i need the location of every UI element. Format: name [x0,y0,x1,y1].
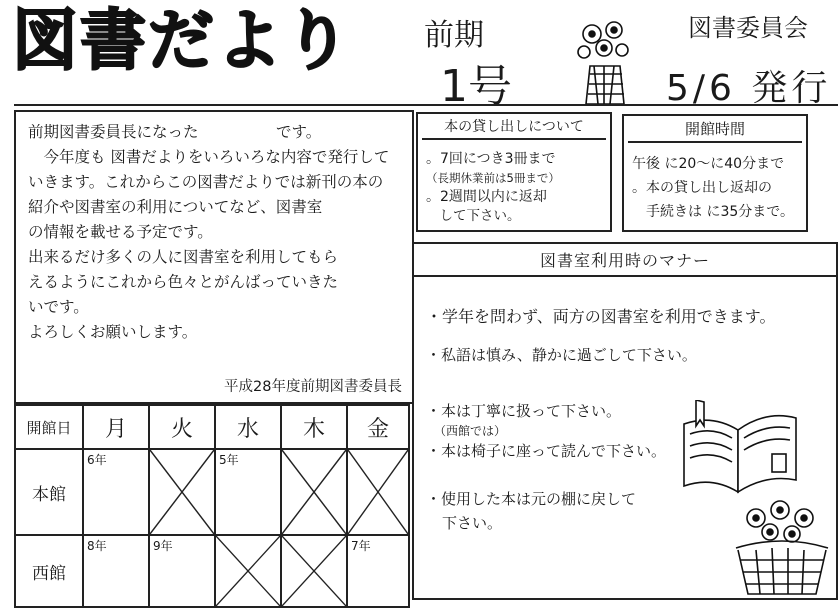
library-manners-box [412,242,838,600]
publisher: 図書委員会 [688,14,808,42]
chair-message [28,120,402,345]
schedule-cell [83,449,149,535]
closed-cross-mark [282,450,346,534]
grade-label: 7年 [351,539,371,553]
schedule-cell [347,449,409,535]
manner-item: ・私語は慎み、静かに過ごして下さい。 [426,346,697,364]
lending-rules-box [416,112,612,232]
opening-hours-box [622,114,808,232]
building-label: 本館 [15,449,83,535]
day-header: 水 [215,405,281,449]
grade-label: 9年 [153,539,173,553]
hours-line: 手続きは に35分まで。 [632,204,794,220]
newsletter-title: 図書だより [12,2,352,79]
table-row [15,449,409,535]
grade-label: 5年 [219,453,239,467]
open-book-illustration [676,400,804,496]
day-header: 金 [347,405,409,449]
schedule-cell [83,535,149,607]
closed-cross-mark [216,536,280,606]
day-header: 木 [281,405,347,449]
manner-note: （西館では） [434,424,507,438]
message-line: 出来るだけ多くの人に図書室を利用してもら [28,248,339,266]
grade-label: 6年 [87,453,107,467]
grade-label: 8年 [87,539,107,553]
manner-item: ・使用した本は元の棚に戻して [426,490,637,508]
schedule-cell [149,535,215,607]
lending-rule-line: 。7回につき3冊まで [426,151,556,167]
table-corner-label: 開館日 [15,405,83,449]
lending-rules-title: 本の貸し出しについて [422,116,606,140]
opening-hours-title: 開館時間 [628,118,802,143]
hours-line: 。本の貸し出し返却の [632,180,772,196]
flower-basket-illustration [730,494,834,598]
chair-message-box [14,110,414,404]
header-divider [14,104,838,106]
manner-item: ・本は丁寧に扱って下さい。 [426,402,622,420]
lending-rule-line: （長期休業前は5冊まで） [426,171,560,185]
issue-number: 1号 [440,61,512,112]
issue-term: 前期 [424,18,484,53]
schedule-cell [215,449,281,535]
manner-item: ・本は椅子に座って読んで下さい。 [426,442,667,460]
schedule-cell [281,449,347,535]
schedule-cell [149,449,215,535]
message-line: いです。 [28,298,89,316]
schedule-cell [215,535,281,607]
message-line: 紹介や図書室の利用についてなど、図書室 [28,198,323,216]
day-header: 火 [149,405,215,449]
manners-title: 図書室利用時のマナー [414,248,836,277]
message-line: 今年度も 図書だよりをいろいろな内容で発行して [28,148,390,166]
closed-cross-mark [282,536,346,606]
table-row [15,535,409,607]
message-line: えるようにこれから色々とがんばっていきた [28,273,339,291]
hours-line: 午後 に20～に40分まで [632,156,785,172]
lending-rule-line: して下さい。 [426,208,521,224]
opening-days-table [14,404,410,608]
manner-item-continued: 下さい。 [442,514,503,532]
building-label: 西館 [15,535,83,607]
message-line: いきます。これからこの図書だよりでは新刊の本の [28,173,384,191]
closed-cross-mark [150,450,214,534]
closed-cross-mark [348,450,408,534]
issue-date: 5/6 発行 [666,68,832,109]
day-header: 月 [83,405,149,449]
message-line: 前期図書委員長になった です。 [28,123,322,141]
manner-item: ・学年を問わず、両方の図書室を利用できます。 [426,307,776,326]
schedule-cell [347,535,409,607]
message-line: の情報を載せる予定です。 [28,223,213,241]
lending-rule-line: 。2週間以内に返却 [426,189,547,205]
signature: 平成28年度前期図書委員長 [224,379,402,395]
message-line: よろしくお願いします。 [28,323,198,341]
schedule-cell [281,535,347,607]
flower-vase-illustration [570,14,640,106]
